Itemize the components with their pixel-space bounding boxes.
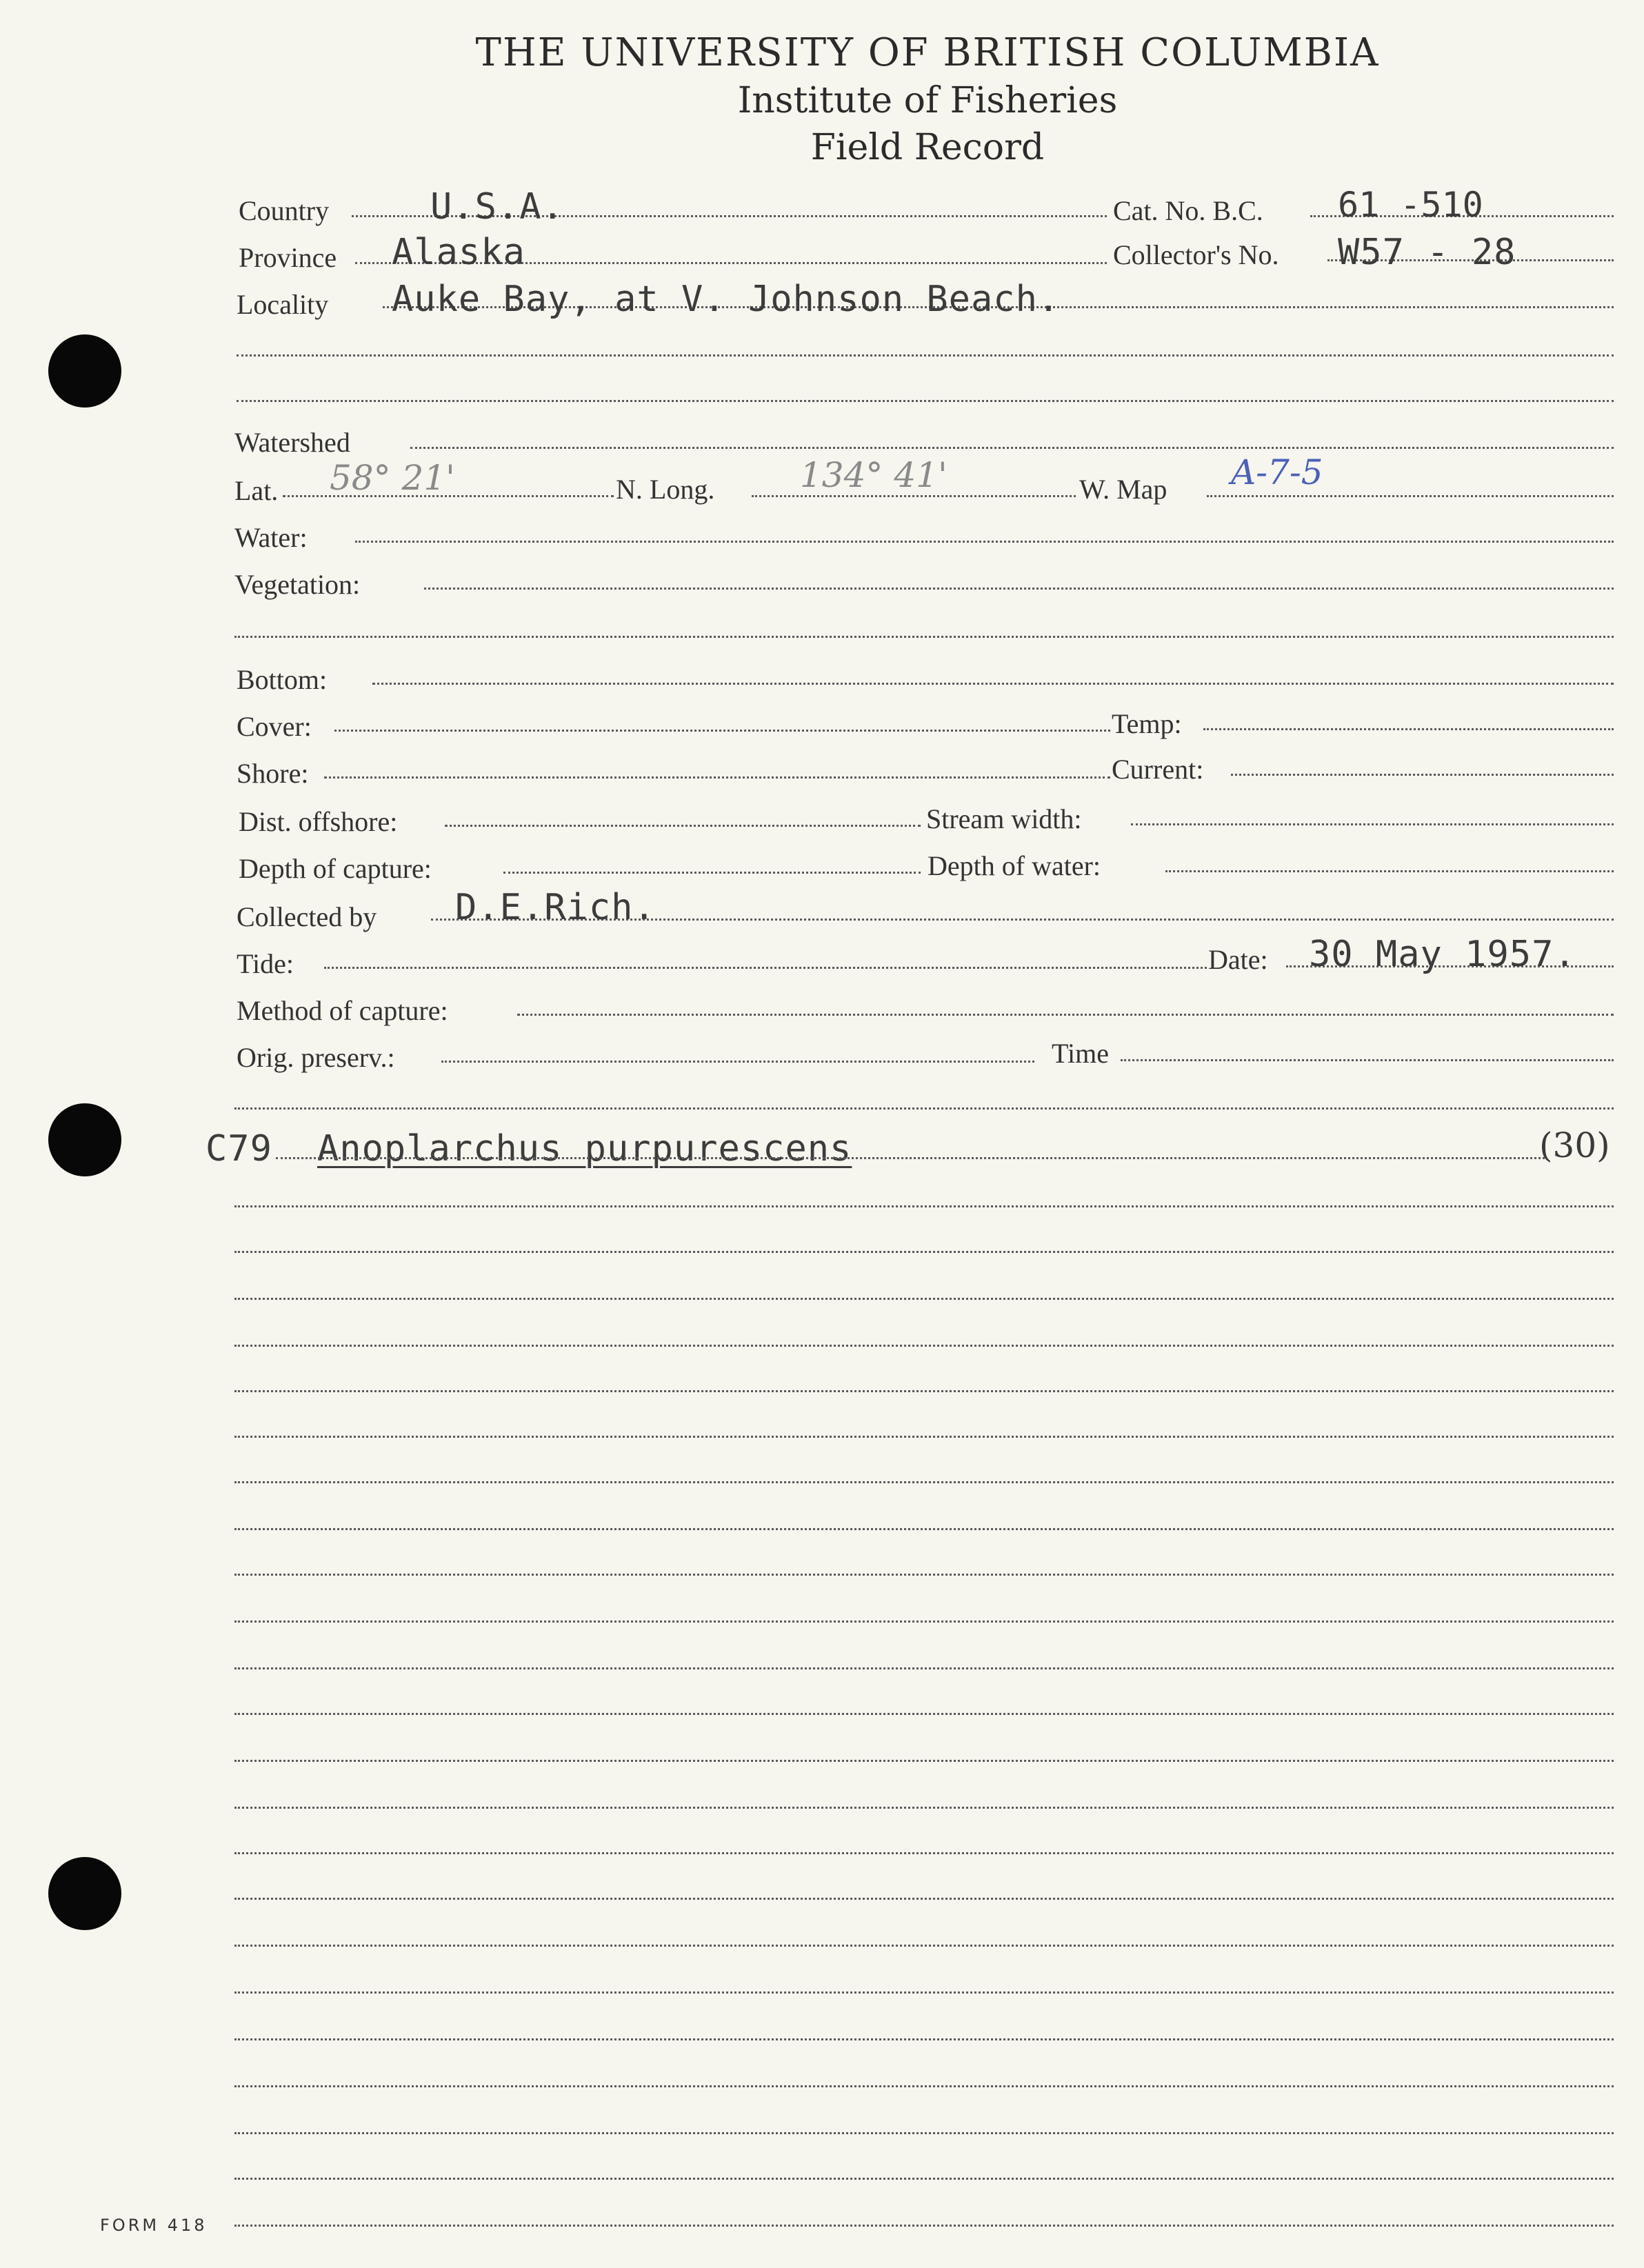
dotted-line — [503, 872, 921, 874]
dotted-line — [237, 354, 1614, 357]
dotted-line — [234, 1390, 1614, 1392]
form-number: FORM 418 — [100, 2216, 208, 2235]
collected-by-label: Collected by — [237, 901, 377, 932]
dotted-line — [234, 2225, 1614, 2227]
specimen-species: Anoplarchus purpurescens — [317, 1128, 852, 1170]
university-title: THE UNIVERSITY OF BRITISH COLUMBIA — [475, 30, 1380, 75]
institute-title: Institute of Fisheries — [737, 80, 1118, 121]
country-label: Country — [239, 195, 330, 226]
time-label: Time — [1052, 1038, 1110, 1069]
province-label: Province — [239, 242, 337, 273]
dotted-line — [234, 1713, 1614, 1715]
dotted-line — [234, 1205, 1614, 1207]
dotted-line — [234, 1620, 1614, 1623]
punch-hole — [48, 1857, 121, 1930]
province-value: Alaska — [392, 232, 525, 273]
dotted-line — [424, 588, 1614, 590]
dotted-line — [752, 495, 1076, 497]
specimen-count: (30) — [1539, 1125, 1610, 1165]
dotted-line — [234, 1898, 1614, 1900]
depth-of-capture-label: Depth of capture: — [239, 853, 432, 884]
dotted-line — [234, 2178, 1614, 2180]
n-long-label: N. Long. — [616, 474, 715, 505]
locality-label: Locality — [237, 289, 329, 320]
dotted-line — [324, 967, 1207, 969]
cover-label: Cover: — [237, 711, 312, 742]
lat-value: 58° 21' — [330, 458, 455, 498]
cat-no-value: 61 -510 — [1338, 185, 1483, 225]
dotted-line — [234, 1574, 1614, 1576]
country-value: U.S.A. — [430, 186, 564, 228]
dotted-line — [234, 1852, 1614, 1854]
dotted-line — [234, 1481, 1614, 1483]
dotted-line — [1203, 728, 1614, 730]
dotted-line — [445, 825, 921, 827]
dotted-line — [234, 1667, 1614, 1669]
map-value: A-7-5 — [1231, 452, 1323, 492]
dotted-line — [234, 2132, 1614, 2134]
dotted-line — [1207, 495, 1614, 497]
dotted-line — [372, 683, 1614, 685]
orig-preserv-label: Orig. preserv.: — [237, 1042, 395, 1073]
punch-hole — [48, 1103, 121, 1176]
depth-of-water-label: Depth of water: — [928, 850, 1101, 881]
dotted-line — [441, 1061, 1034, 1063]
long-value: 134° 41' — [800, 455, 948, 495]
dotted-line — [234, 2038, 1614, 2040]
dotted-line — [1165, 870, 1614, 872]
dotted-line — [517, 1014, 1614, 1016]
dotted-line — [324, 776, 1110, 779]
current-label: Current: — [1112, 754, 1204, 785]
record-title: Field Record — [810, 127, 1045, 168]
dotted-line — [1121, 1059, 1614, 1061]
dotted-line — [237, 400, 1614, 402]
dotted-line — [234, 1107, 1614, 1110]
dotted-line — [334, 730, 1110, 732]
collectors-no-label: Collector's No. — [1113, 239, 1279, 270]
dotted-line — [355, 541, 1614, 543]
shore-label: Shore: — [237, 758, 309, 789]
dotted-line — [234, 1345, 1614, 1347]
cat-no-label: Cat. No. B.C. — [1113, 195, 1263, 226]
date-label: Date: — [1208, 944, 1268, 975]
w-map-label: W. Map — [1079, 474, 1167, 505]
water-label: Water: — [234, 522, 308, 553]
dotted-line — [410, 447, 1614, 449]
method-of-capture-label: Method of capture: — [237, 995, 448, 1026]
vegetation-label: Vegetation: — [234, 569, 361, 600]
dotted-line — [234, 1991, 1614, 1994]
tide-label: Tide: — [237, 948, 294, 979]
stream-width-label: Stream width: — [926, 803, 1082, 834]
temp-label: Temp: — [1112, 708, 1182, 739]
dotted-line — [234, 1760, 1614, 1762]
dotted-line — [234, 1251, 1614, 1253]
dotted-line — [234, 1528, 1614, 1530]
collected-by-value: D.E.Rich. — [455, 887, 656, 928]
dotted-line — [276, 1157, 1545, 1159]
dotted-line — [234, 1945, 1614, 1947]
dist-offshore-label: Dist. offshore: — [239, 806, 398, 837]
dotted-line — [234, 1298, 1614, 1300]
dotted-line — [234, 636, 1614, 638]
bottom-label: Bottom: — [237, 664, 328, 695]
dotted-line — [1231, 774, 1614, 776]
punch-hole — [48, 334, 121, 408]
locality-value: Auke Bay, at V. Johnson Beach. — [392, 279, 1061, 320]
watershed-label: Watershed — [234, 427, 350, 458]
dotted-line — [1131, 823, 1614, 825]
collectors-no-value: W57 - 28 — [1338, 232, 1516, 273]
date-value: 30 May 1957. — [1309, 934, 1576, 975]
specimen-code: C79 — [206, 1128, 272, 1170]
dotted-line — [234, 2085, 1614, 2087]
dotted-line — [234, 1436, 1614, 1438]
lat-label: Lat. — [234, 475, 279, 506]
dotted-line — [234, 1807, 1614, 1809]
